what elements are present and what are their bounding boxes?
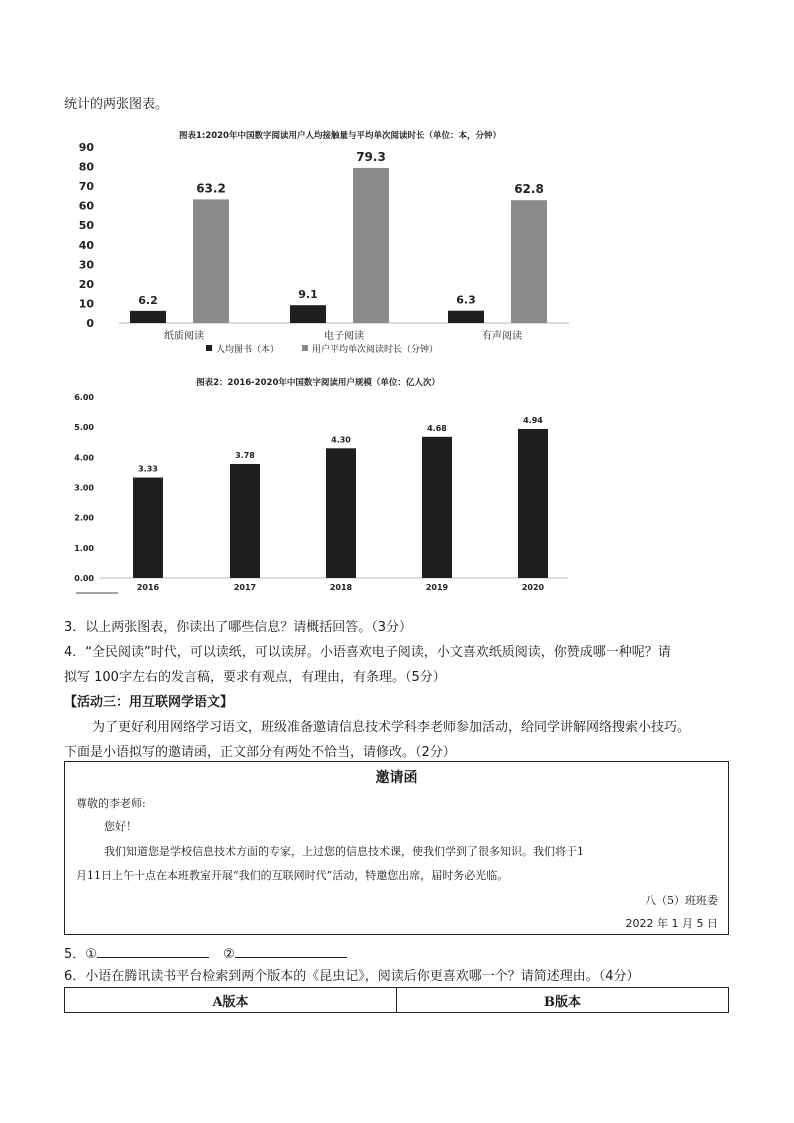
- chart-2: [64, 372, 584, 600]
- question-5-label: 5．: [64, 947, 86, 962]
- chart-2-bars: [133, 416, 548, 578]
- legend-swatch-books: [206, 345, 212, 351]
- data-label: 79.3: [356, 149, 386, 164]
- data-label: 3.78: [235, 450, 255, 460]
- bar-year-2018: [326, 448, 356, 578]
- data-label: 4.68: [427, 423, 447, 433]
- category-label: 纸质阅读: [164, 331, 204, 342]
- chart-1-legend: [206, 343, 438, 355]
- invitation-letter: [64, 761, 729, 935]
- version-table: [64, 987, 729, 1013]
- letter-date: 2022 年 1 月 5 日: [625, 917, 718, 930]
- bar-year-2019: [422, 437, 452, 578]
- bar-books-2: [448, 311, 484, 323]
- chart-1-categories: [164, 329, 522, 342]
- chart-2-title: 图表2：2016-2020年中国数字阅读用户规模（单位：亿人次）: [196, 378, 440, 388]
- category-label: 电子阅读: [324, 331, 364, 342]
- legend-label-duration: 用户平均单次阅读时长（分钟）: [312, 345, 439, 355]
- chart-2-y-tick: 3.00: [74, 483, 94, 493]
- data-label: 3.33: [138, 464, 158, 474]
- data-label: 63.2: [196, 181, 226, 196]
- category-label: 2019: [425, 583, 449, 592]
- question-3: 3．以上两张图表，你读出了哪些信息？请概括回答。（3分）: [64, 620, 413, 635]
- chart-2-y-tick: 5.00: [74, 423, 94, 433]
- chart-1-y-tick: 20: [78, 277, 94, 291]
- chart-1-title: 图表1:2020年中国数字阅读用户人均接触量与平均单次阅读时长（单位：本，分钟）: [179, 131, 501, 141]
- chart-1-y-tick: 90: [78, 141, 94, 154]
- bar-duration-2: [511, 200, 547, 323]
- bar-books-1: [290, 305, 326, 323]
- letter-signature: 八（5）班班委: [645, 894, 718, 907]
- bar-duration-0: [193, 199, 229, 323]
- bar-year-2016: [133, 478, 163, 578]
- chart-1-y-tick: 50: [78, 219, 94, 233]
- blank-1-marker: ①: [85, 947, 97, 962]
- bar-year-2020: [518, 429, 548, 578]
- bar-year-2017: [230, 464, 260, 578]
- question-6: 6．小语在腾讯读书平台检索到两个版本的《昆虫记》，阅读后你更喜欢哪一个？请简述理由。（4分）: [64, 969, 640, 984]
- chart-2-y-tick: 1.00: [74, 543, 94, 553]
- activity-3-title: 【活动三：用互联网学语文】: [64, 695, 234, 710]
- answer-blank-2[interactable]: [235, 945, 347, 958]
- letter-body-1: 我们知道您是学校信息技术方面的专家，上过您的信息技术课，使我们学到了很多知识。我们将于1: [104, 845, 584, 858]
- data-label: 6.3: [456, 293, 476, 307]
- chart-1: [64, 122, 584, 360]
- legend-swatch-duration: [302, 345, 308, 351]
- activity-3-line-2: 下面是小语拟写的邀请函，正文部分有两处不恰当，请修改。（2分）: [64, 745, 456, 760]
- bar-books-0: [130, 311, 166, 323]
- chart-1-y-tick: 30: [78, 258, 94, 272]
- version-a-header: A版本: [65, 988, 397, 1012]
- category-label: 2018: [329, 583, 353, 592]
- chart-2-y-tick: 6.00: [74, 393, 94, 402]
- data-label: 4.94: [523, 415, 543, 425]
- data-label: 62.8: [514, 182, 544, 197]
- letter-title: 邀请函: [375, 770, 418, 786]
- activity-3-line-1: 为了更好利用网络学习语文，班级准备邀请信息技术学科李老师参加活动，给同学讲解网络搜索小技巧。: [92, 720, 691, 735]
- version-b-header: B版本: [544, 994, 581, 1010]
- chart-2-y-tick: 4.00: [74, 453, 94, 463]
- question-4-line-1: 4．“全民阅读”时代，可以读纸，可以读屏。小语喜欢电子阅读，小文喜欢纸质阅读，你赞成哪一种呢？请: [64, 645, 671, 660]
- question-4-line-2: 拟写 100字左右的发言稿，要求有观点，有理由，有条理。（5分）: [64, 670, 446, 685]
- chart-1-y-tick: 70: [78, 180, 94, 194]
- chart-1-bars: [130, 150, 547, 323]
- chart-2-y-tick: 0.00: [74, 574, 94, 583]
- data-label: 4.30: [331, 435, 351, 445]
- chart-1-y-tick: 40: [78, 238, 94, 252]
- blank-2-marker: ②: [223, 947, 235, 962]
- category-label: 2020: [521, 583, 545, 592]
- data-label: 9.1: [298, 288, 318, 302]
- letter-salutation: 尊敬的李老师:: [76, 797, 146, 810]
- category-label: 2016: [136, 583, 160, 592]
- chart-1-y-tick: 60: [78, 199, 94, 213]
- legend-label-books: 人均图书（本）: [216, 345, 280, 355]
- intro-line: 统计的两张图表。: [64, 97, 169, 112]
- bar-duration-1: [353, 168, 389, 323]
- letter-body-2: 月11日上午十点在本班教室开展“我们的互联网时代”活动，特邀您出席，届时务必光临。: [76, 869, 509, 882]
- data-label: 6.2: [138, 293, 158, 307]
- category-label: 2017: [233, 583, 257, 592]
- category-label: 有声阅读: [482, 331, 522, 342]
- chart-2-y-tick: 2.00: [74, 513, 94, 523]
- answer-blank-1[interactable]: [97, 945, 209, 958]
- chart-2-y-axis: [74, 393, 94, 583]
- question-5: [64, 943, 347, 962]
- chart-1-y-tick: 10: [78, 297, 94, 311]
- chart-2-categories: [137, 583, 545, 592]
- letter-greeting: 您好！: [104, 820, 137, 833]
- chart-1-y-axis: [79, 141, 95, 330]
- chart-1-y-tick: 80: [78, 160, 94, 174]
- chart-1-y-tick: 0: [86, 317, 94, 330]
